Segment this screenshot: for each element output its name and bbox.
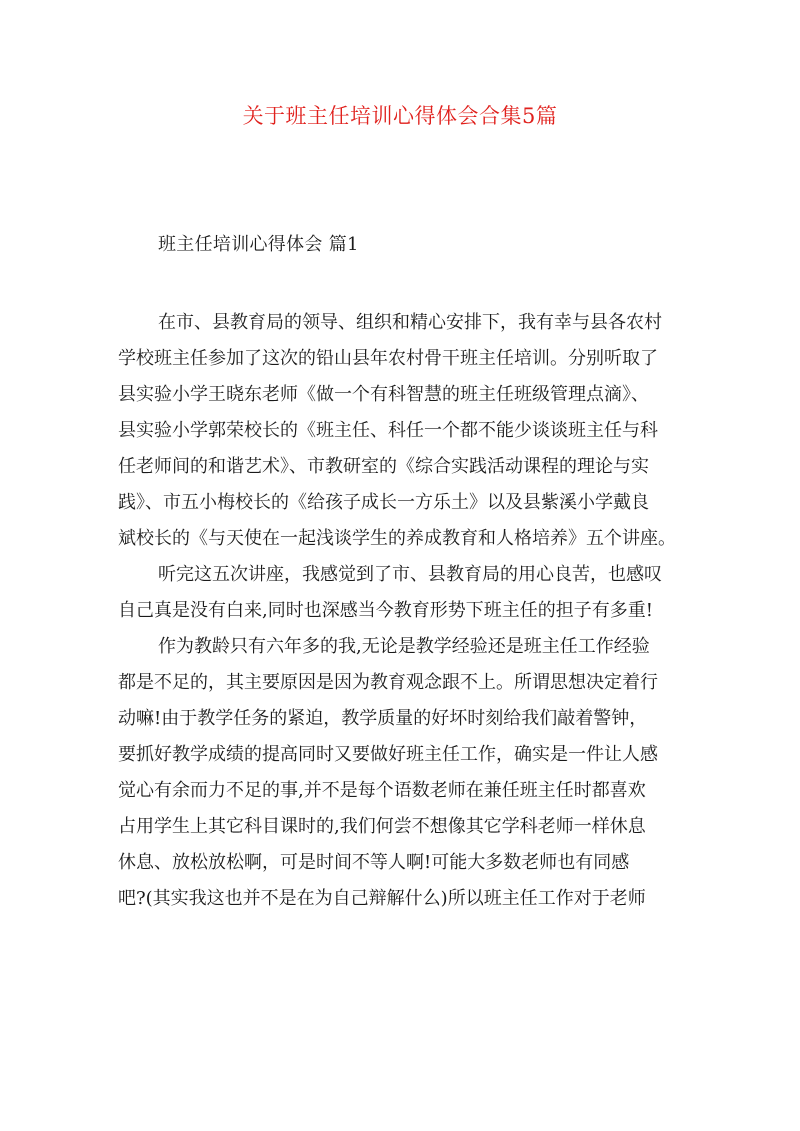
paragraph-line: 休息、放松放松啊，可是时间不等人啊!可能大多数老师也有同感 xyxy=(118,852,630,873)
paragraph-line: 县实验小学郭荣校长的《班主任、科任一个都不能少谈谈班主任与科 xyxy=(118,420,658,441)
paragraph-line: 在市、县教育局的领导、组织和精心安排下，我有幸与县各农村 xyxy=(158,312,662,333)
paragraph xyxy=(118,557,683,629)
document-title: 关于班主任培训心得体会合集5篇 xyxy=(242,104,558,128)
paragraph-line: 占用学生上其它科目课时的,我们何尝不想像其它学科老师一样休息 xyxy=(118,816,646,837)
paragraph-line: 都是不足的，其主要原因是因为教育观念跟不上。所谓思想决定着行 xyxy=(118,672,658,693)
paragraph-line: 觉心有余而力不足的事,并不是每个语数老师在兼任班主任时都喜欢 xyxy=(118,780,646,801)
paragraph-line: 践》、市五小梅校长的《给孩子成长一方乐土》以及县紫溪小学戴良 xyxy=(118,492,649,513)
paragraph xyxy=(118,629,683,917)
section-heading: 班主任培训心得体会 篇1 xyxy=(158,234,359,255)
paragraph-line: 任老师间的和谐艺术》、市教研室的《综合实践活动课程的理论与实 xyxy=(118,456,649,477)
paragraph-line: 作为教龄只有六年多的我,无论是教学经验还是班主任工作经验 xyxy=(158,636,650,657)
document-body xyxy=(118,305,683,917)
paragraph-line: 自己真是没有白来,同时也深感当今教育形势下班主任的担子有多重! xyxy=(118,600,653,621)
paragraph-line: 学校班主任参加了这次的铅山县年农村骨干班主任培训。分别听取了 xyxy=(118,348,658,369)
paragraph-line: 县实验小学王晓东老师《做一个有科智慧的班主任班级管理点滴》、 xyxy=(118,384,649,405)
paragraph-line: 动嘛!由于教学任务的紧迫，教学质量的好坏时刻给我们敲着警钟， xyxy=(118,708,648,729)
paragraph-line: 吧?(其实我这也并不是在为自己辩解什么)所以班主任工作对于老师 xyxy=(118,888,646,909)
paragraph-line: 斌校长的《与天使在一起浅谈学生的养成教育和人格培养》五个讲座。 xyxy=(118,528,676,549)
paragraph xyxy=(118,305,683,557)
paragraph-line: 听完这五次讲座，我感觉到了市、县教育局的用心良苦，也感叹 xyxy=(158,564,662,585)
paragraph-line: 要抓好教学成绩的提高同时又要做好班主任工作，确实是一件让人感 xyxy=(118,744,658,765)
